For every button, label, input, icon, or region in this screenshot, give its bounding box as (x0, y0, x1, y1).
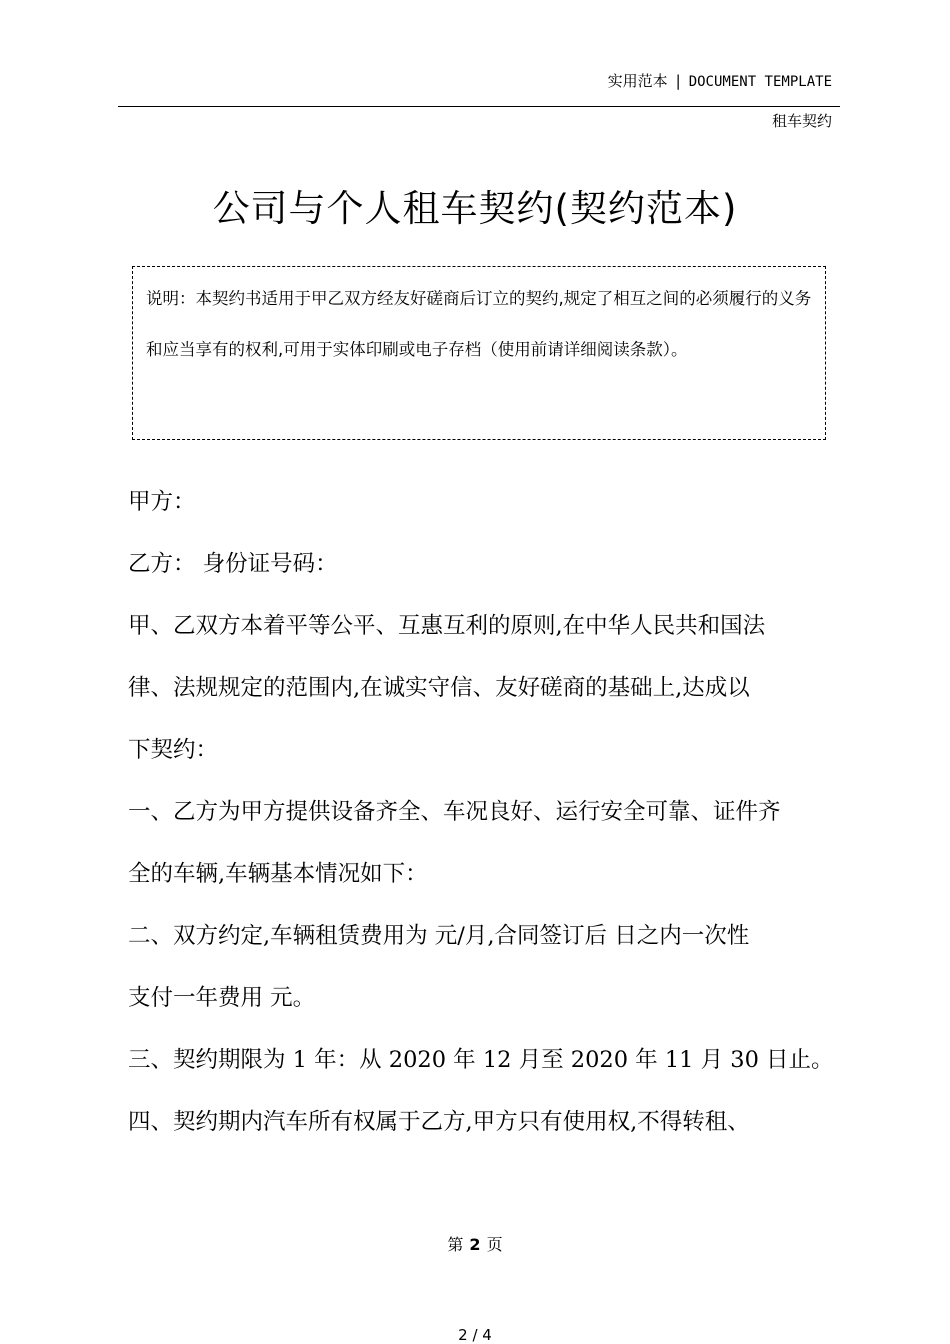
header-category: 实用范本 (607, 72, 668, 90)
body-paragraph-line: 甲、乙双方本着平等公平、互惠互利的原则,在中华人民共和国法 (128, 613, 766, 639)
clause-2-line: 二、双方约定,车辆租赁费用为 元/月,合同签订后 日之内一次性 (128, 923, 750, 949)
page-number (0, 1232, 950, 1255)
party-a-line: 甲方： (128, 489, 196, 515)
clause-4-line: 四、契约期内汽车所有权属于乙方,甲方只有使用权,不得转租、 (128, 1109, 750, 1135)
header-template-label: DOCUMENT TEMPLATE (688, 74, 832, 90)
document-title: 公司与个人租车契约(契约范本) (212, 187, 738, 230)
clause-1-line: 一、乙方为甲方提供设备齐全、车况良好、运行安全可靠、证件齐 (128, 799, 781, 825)
clause-2-line: 支付一年费用 元。 (128, 985, 316, 1011)
header-separator: | (675, 72, 681, 90)
clause-1-line: 全的车辆,车辆基本情况如下： (128, 861, 428, 887)
contract-body (128, 471, 840, 1153)
page-number-value: 2 (469, 1235, 481, 1254)
body-paragraph-line: 下契约： (128, 737, 219, 763)
body-paragraph-line: 律、法规规定的范围内,在诚实守信、友好磋商的基础上,达成以 (128, 675, 750, 701)
clause-3-line: 三、契约期限为 1 年：从 2020 年 12 月至 2020 年 11 月 30 日止。 (128, 1047, 834, 1073)
page-suffix: 页 (486, 1235, 503, 1254)
header-category-line (608, 70, 832, 91)
page-prefix: 第 (447, 1235, 464, 1254)
party-b-line: 乙方： 身份证号码： (128, 551, 338, 577)
header-subtitle: 租车契约 (771, 112, 832, 130)
notice-box (132, 266, 826, 440)
header-divider (118, 106, 840, 107)
notice-text: 说明：本契约书适用于甲乙双方经友好磋商后订立的契约,规定了相互之间的必须履行的义务和应当享有的权利,可用于实体印刷或电子存档（使用前请详细阅读条款）。 (146, 289, 812, 359)
page-count-indicator: 2 / 4 (458, 1326, 492, 1344)
